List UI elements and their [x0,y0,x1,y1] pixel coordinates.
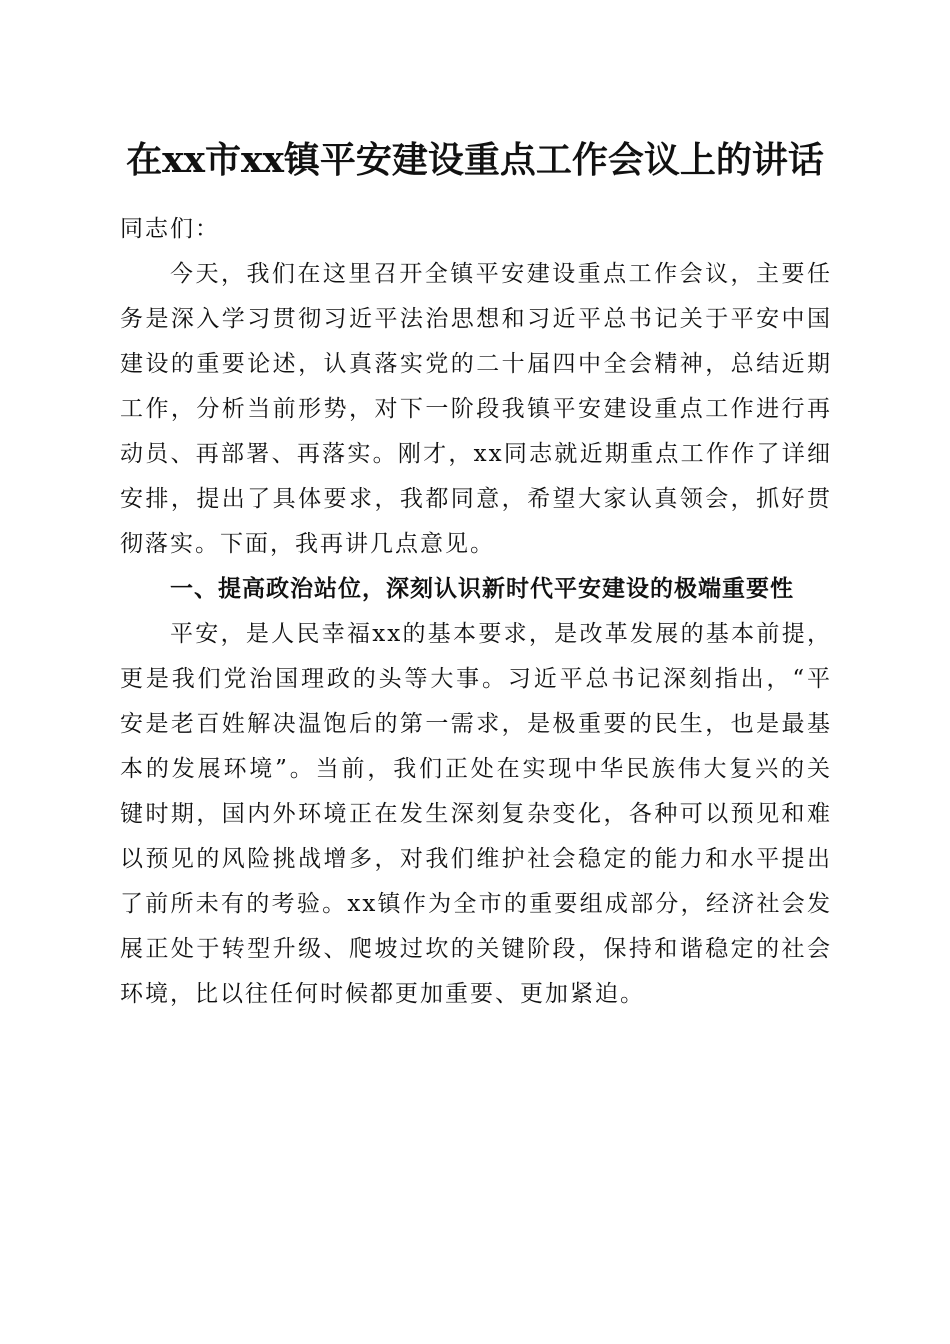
salutation: 同志们： [120,216,220,242]
document-body [120,207,832,1017]
document-title: 在xx市xx镇平安建设重点工作会议上的讲话 [126,139,824,181]
section-1-paragraph: 平安，是人民幸福xx的基本要求，是改革发展的基本前提，更是我们党治国理政的头等大事。习近平总书记深刻指出，“平安是老百姓解决温饱后的第一需求，是极重要的民生，也是最基本的发展环境”。当前，我们正处在实现中华民族伟大复兴的关键时期，国内外环境正在发生深刻复杂变化，各种可以预见和难以预见的风险挑战增多，对我们维护社会稳定的能力和水平提出了前所未有的考验。xx镇作为全市的重要组成部分，经济社会发展正处于转型升级、爬坡过坎的关键阶段，保持和谐稳定的社会环境，比以往任何时候都更加重要、更加紧迫。 [120,621,832,1007]
opening-paragraph: 今天，我们在这里召开全镇平安建设重点工作会议，主要任务是深入学习贯彻习近平法治思想和习近平总书记关于平安中国建设的重要论述，认真落实党的二十届四中全会精神，总结近期工作，分析当前形势，对下一阶段我镇平安建设重点工作进行再动员、再部署、再落实。刚才，xx同志就近期重点工作作了详细安排，提出了具体要求，我都同意，希望大家认真领会，抓好贯彻落实。下面，我再讲几点意见。 [120,261,832,557]
section-heading-1: 一、提高政治站位，深刻认识新时代平安建设的极端重要性 [170,576,794,602]
